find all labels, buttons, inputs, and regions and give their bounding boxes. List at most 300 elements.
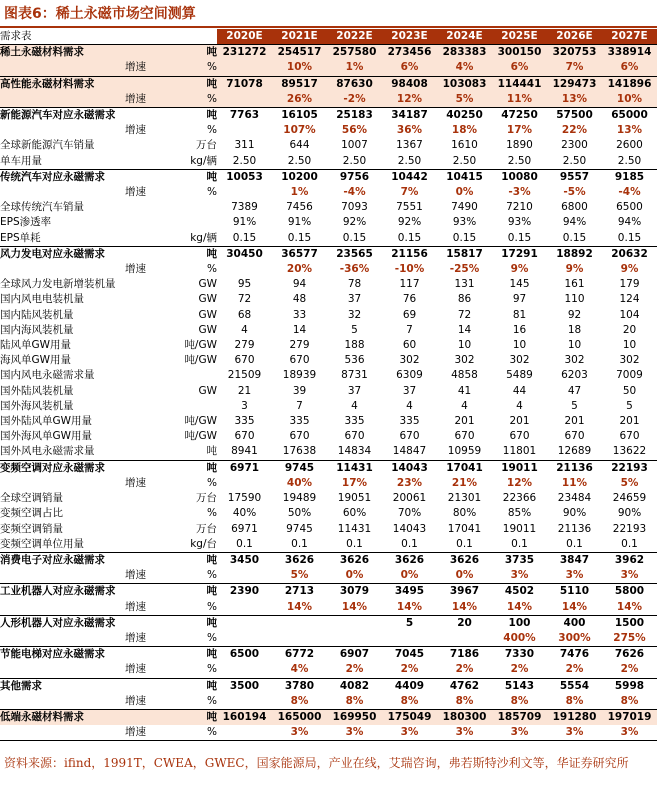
value-cell: 9% — [565, 263, 584, 276]
value-cell: 3500 — [217, 678, 272, 694]
value-cell: 0.1 — [291, 537, 308, 550]
category-row — [0, 460, 657, 476]
row-label: 全球空调销量 — [0, 492, 63, 505]
value-cell: 8% — [290, 694, 309, 707]
value-cell: 4858 — [451, 369, 478, 382]
row-unit: GW — [198, 323, 217, 336]
value-cell: 8% — [345, 694, 364, 707]
value-cell: 201 — [564, 415, 585, 428]
value-cell: 16 — [512, 323, 527, 336]
value-cell: 2% — [400, 663, 419, 676]
value-cell: 40250 — [437, 108, 492, 124]
value-cell: 0.1 — [456, 537, 473, 550]
value-cell: 3% — [510, 569, 529, 582]
value-cell: 197019 — [602, 709, 657, 725]
value-cell: 161 — [564, 278, 585, 291]
value-cell — [217, 662, 272, 678]
value-cell: 279 — [234, 339, 255, 352]
row-unit — [156, 399, 217, 414]
row-label: 消费电子对应永磁需求 — [0, 552, 156, 568]
value-cell: 201 — [619, 415, 640, 428]
value-cell: 9745 — [286, 522, 313, 535]
value-cell: 12689 — [557, 445, 592, 458]
row-label: 变频空调单位用量 — [0, 537, 84, 550]
value-cell: 17590 — [227, 492, 262, 505]
value-cell: 14% — [341, 600, 368, 613]
value-cell: 6800 — [561, 201, 588, 214]
value-cell: 141896 — [602, 76, 657, 92]
value-cell: 335 — [234, 415, 255, 428]
value-cell: 7% — [400, 186, 419, 199]
value-cell — [272, 631, 327, 647]
value-cell: 70% — [397, 507, 422, 520]
value-cell: 2% — [455, 663, 474, 676]
row-unit: % — [156, 92, 217, 108]
category-row — [0, 584, 657, 600]
value-cell: 131 — [454, 278, 475, 291]
row-label: 增速 — [0, 60, 156, 76]
value-cell: 95 — [237, 278, 252, 291]
value-cell: 1007 — [341, 139, 368, 152]
value-cell: 2.50 — [342, 154, 367, 167]
detail-row — [0, 429, 657, 444]
value-cell: 91% — [232, 216, 257, 229]
row-label: 陆风单GW用量 — [0, 339, 72, 352]
value-cell: 9185 — [602, 169, 657, 185]
value-cell: -4% — [343, 186, 366, 199]
row-unit: GW — [198, 384, 217, 397]
detail-row — [0, 138, 657, 153]
value-cell: 0.15 — [397, 231, 422, 244]
detail-row — [0, 200, 657, 215]
value-cell: 94 — [292, 278, 307, 291]
value-cell: 2.50 — [452, 154, 477, 167]
value-cell: 670 — [289, 430, 310, 443]
year-header: 2027E — [602, 29, 657, 45]
value-cell: 0% — [455, 569, 474, 582]
value-cell: 80% — [452, 507, 477, 520]
value-cell: 10 — [457, 339, 472, 352]
value-cell: 5489 — [506, 369, 533, 382]
value-cell: 4 — [461, 399, 468, 412]
row-label: 增速 — [0, 92, 156, 108]
value-cell: 10080 — [492, 169, 547, 185]
detail-row — [0, 537, 657, 553]
row-unit: 吨/GW — [184, 415, 217, 428]
row-unit: 吨 — [206, 445, 217, 458]
value-cell: 2.50 — [232, 154, 257, 167]
value-cell: 20% — [286, 263, 313, 276]
value-cell: 2% — [565, 663, 584, 676]
value-cell: 13% — [547, 92, 602, 108]
value-cell: 129473 — [547, 76, 602, 92]
category-row — [0, 552, 657, 568]
row-unit: 吨 — [156, 647, 217, 663]
value-cell: 670 — [344, 430, 365, 443]
value-cell: 175049 — [382, 709, 437, 725]
row-label: 风力发电对应永磁需求 — [0, 246, 156, 262]
value-cell: 231272 — [217, 45, 272, 61]
value-cell: 14% — [616, 600, 643, 613]
value-cell: 15817 — [437, 246, 492, 262]
value-cell: 103083 — [437, 76, 492, 92]
row-label: 国外海风装机量 — [0, 399, 74, 412]
value-cell: 18892 — [547, 246, 602, 262]
row-label: 海风单GW用量 — [0, 354, 72, 367]
value-cell: 201 — [454, 415, 475, 428]
value-cell — [217, 92, 272, 108]
row-unit: % — [207, 694, 217, 707]
row-label: 节能电梯对应永磁需求 — [0, 647, 156, 663]
value-cell: -3% — [508, 186, 531, 199]
value-cell: 3079 — [327, 584, 382, 600]
row-unit: % — [207, 263, 217, 276]
value-cell: 14 — [292, 323, 307, 336]
value-cell: 19051 — [337, 492, 372, 505]
value-cell: 6772 — [272, 647, 327, 663]
value-cell: 0.1 — [621, 537, 638, 550]
row-label: 国内海风装机量 — [0, 323, 74, 336]
value-cell: 9% — [510, 263, 529, 276]
year-header: 2024E — [437, 29, 492, 45]
value-cell: 34187 — [382, 108, 437, 124]
row-label: 低端永磁材料需求 — [0, 709, 156, 725]
value-cell: 400 — [547, 615, 602, 631]
row-unit: 吨 — [156, 246, 217, 262]
value-cell: 90% — [617, 507, 642, 520]
value-cell: 25183 — [327, 108, 382, 124]
value-cell: 21136 — [557, 522, 592, 535]
row-label: 国内风电永磁需求量 — [0, 369, 95, 382]
value-cell: 5 — [571, 399, 578, 412]
value-cell: 3% — [272, 725, 327, 741]
row-unit: 吨 — [156, 108, 217, 124]
value-cell: 302 — [454, 354, 475, 367]
value-cell: 0.15 — [452, 231, 477, 244]
value-cell: 7186 — [437, 647, 492, 663]
value-cell: 6203 — [561, 369, 588, 382]
row-unit: % — [207, 663, 217, 676]
row-label: 增速 — [125, 600, 146, 613]
detail-row — [0, 353, 657, 368]
row-unit: 吨/GW — [184, 339, 217, 352]
value-cell: 3735 — [492, 552, 547, 568]
value-cell: 94% — [617, 216, 642, 229]
value-cell: 33 — [292, 308, 307, 321]
value-cell: 3626 — [437, 552, 492, 568]
value-cell: 4409 — [382, 678, 437, 694]
row-unit — [156, 368, 217, 383]
value-cell — [217, 123, 272, 138]
row-label: 国内风电电装机量 — [0, 293, 84, 306]
value-cell: 2.50 — [397, 154, 422, 167]
value-cell: 50% — [287, 507, 312, 520]
value-cell: 279 — [289, 339, 310, 352]
value-cell: 21156 — [382, 246, 437, 262]
row-unit: % — [207, 600, 217, 613]
value-cell: 78 — [347, 278, 362, 291]
value-cell: 4502 — [492, 584, 547, 600]
row-label: 增速 — [125, 124, 146, 137]
value-cell: 6971 — [231, 522, 258, 535]
value-cell: 23% — [396, 476, 423, 489]
value-cell: 14043 — [382, 460, 437, 476]
row-label: 增速 — [0, 725, 156, 741]
row-label: 增速 — [125, 186, 146, 199]
value-cell: 670 — [399, 430, 420, 443]
value-cell: 3962 — [602, 552, 657, 568]
value-cell: 8% — [455, 694, 474, 707]
value-cell: 14% — [506, 600, 533, 613]
row-label: EPS渗透率 — [0, 216, 52, 229]
row-label: 国内陆风装机量 — [0, 308, 74, 321]
value-cell: 10053 — [217, 169, 272, 185]
value-cell: 19011 — [502, 522, 537, 535]
value-cell: 18939 — [282, 369, 317, 382]
value-cell: 6309 — [396, 369, 423, 382]
category-row — [0, 615, 657, 631]
value-cell: 4762 — [437, 678, 492, 694]
value-cell: 536 — [344, 354, 365, 367]
value-cell: -10% — [394, 263, 425, 276]
row-label: 传统汽车对应永磁需求 — [0, 169, 156, 185]
value-cell — [327, 615, 382, 631]
row-unit: 吨 — [156, 169, 217, 185]
value-cell: 93% — [507, 216, 532, 229]
title-rule — [0, 26, 657, 28]
value-cell: 0% — [400, 569, 419, 582]
value-cell: 17% — [506, 124, 533, 137]
value-cell: 36% — [396, 124, 423, 137]
growth-row — [0, 568, 657, 584]
value-cell: 335 — [399, 415, 420, 428]
value-cell: 145 — [509, 278, 530, 291]
value-cell: 10 — [567, 339, 582, 352]
row-label: 国外陆风单GW用量 — [0, 415, 93, 428]
category-row — [0, 108, 657, 124]
value-cell: 9745 — [272, 460, 327, 476]
value-cell — [382, 631, 437, 647]
value-cell: 335 — [289, 415, 310, 428]
value-cell: 19011 — [492, 460, 547, 476]
row-unit: 吨/GW — [184, 354, 217, 367]
value-cell: 22193 — [602, 460, 657, 476]
value-cell: 17291 — [492, 246, 547, 262]
growth-row — [0, 725, 657, 741]
value-cell: 3% — [382, 725, 437, 741]
year-header: 2026E — [547, 29, 602, 45]
value-cell: 17638 — [282, 445, 317, 458]
value-cell: 3626 — [272, 552, 327, 568]
value-cell: 100 — [492, 615, 547, 631]
row-unit: GW — [198, 308, 217, 321]
value-cell: 2% — [620, 663, 639, 676]
value-cell: 9% — [620, 263, 639, 276]
category-row — [0, 246, 657, 262]
row-label: 全球新能源汽车销量 — [0, 139, 95, 152]
value-cell: 254517 — [272, 45, 327, 61]
row-label: 全球风力发电新增装机量 — [0, 278, 116, 291]
value-cell: 302 — [619, 354, 640, 367]
value-cell: 1367 — [396, 139, 423, 152]
value-cell: 3% — [565, 569, 584, 582]
value-cell: 8% — [400, 694, 419, 707]
row-label: 工业机器人对应永磁需求 — [0, 584, 156, 600]
detail-row — [0, 414, 657, 429]
growth-row — [0, 694, 657, 710]
value-cell — [217, 631, 272, 647]
value-cell: 300% — [558, 631, 591, 644]
value-cell: 56% — [341, 124, 368, 137]
value-cell: 16105 — [272, 108, 327, 124]
value-cell: 14% — [286, 600, 313, 613]
row-label: 增速 — [125, 694, 146, 707]
value-cell: 2% — [510, 663, 529, 676]
value-cell: 302 — [564, 354, 585, 367]
row-label: 变频空调销量 — [0, 522, 63, 535]
value-cell: -25% — [449, 263, 480, 276]
value-cell: 30450 — [217, 246, 272, 262]
value-cell: 92 — [567, 308, 582, 321]
value-cell: 0.15 — [232, 231, 257, 244]
value-cell — [217, 568, 272, 584]
value-cell: 670 — [234, 354, 255, 367]
value-cell: 91% — [287, 216, 312, 229]
detail-row — [0, 506, 657, 521]
value-cell: 21 — [237, 384, 252, 397]
value-cell: 7093 — [341, 201, 368, 214]
row-label: 增速 — [125, 631, 146, 644]
value-cell: 670 — [234, 430, 255, 443]
row-unit — [156, 215, 217, 230]
value-cell: 57500 — [547, 108, 602, 124]
value-cell: 11431 — [337, 522, 372, 535]
row-unit: 万台 — [196, 139, 217, 152]
value-cell: 3% — [492, 725, 547, 741]
value-cell: 5800 — [602, 584, 657, 600]
value-cell — [217, 185, 272, 200]
source-note: 资料来源：ifind，1991T，CWEA，GWEC，国家能源局，产业在线，艾瑞咨询，弗若斯特沙利文等，华证券研究所 — [4, 756, 629, 770]
row-unit: GW — [198, 293, 217, 306]
value-cell: 89517 — [272, 76, 327, 92]
growth-row — [0, 185, 657, 200]
row-unit: 吨 — [156, 584, 217, 600]
detail-row — [0, 308, 657, 323]
figure-title: 图表6：稀土永磁市场空间测算 — [4, 6, 196, 22]
row-label: EPS单耗 — [0, 231, 41, 244]
value-cell: 10 — [512, 339, 527, 352]
value-cell: 10442 — [382, 169, 437, 185]
value-cell: 98408 — [382, 76, 437, 92]
value-cell: 107% — [283, 124, 316, 137]
value-cell: 1610 — [451, 139, 478, 152]
value-cell: 3% — [602, 725, 657, 741]
value-cell: 0.1 — [346, 537, 363, 550]
value-cell: 8% — [565, 694, 584, 707]
detail-row — [0, 338, 657, 353]
value-cell: 5 — [626, 399, 633, 412]
header-label: 需求表 — [0, 29, 156, 45]
value-cell: 3626 — [327, 552, 382, 568]
value-cell: 2600 — [616, 139, 643, 152]
value-cell: 21% — [451, 476, 478, 489]
value-cell: 4% — [290, 663, 309, 676]
value-cell: 9756 — [327, 169, 382, 185]
row-label: 变频空调占比 — [0, 507, 63, 520]
category-row — [0, 169, 657, 185]
detail-row — [0, 277, 657, 292]
row-label: 国外风电永磁需求量 — [0, 445, 95, 458]
value-cell — [327, 631, 382, 647]
value-cell: 13622 — [612, 445, 647, 458]
growth-row — [0, 662, 657, 678]
year-header: 2022E — [327, 29, 382, 45]
value-cell — [217, 694, 272, 710]
value-cell: 47250 — [492, 108, 547, 124]
detail-row — [0, 444, 657, 460]
value-cell: 44 — [512, 384, 527, 397]
row-unit: % — [156, 725, 217, 741]
value-cell: 2713 — [272, 584, 327, 600]
detail-row — [0, 384, 657, 399]
value-cell: 302 — [399, 354, 420, 367]
value-cell: 0.1 — [511, 537, 528, 550]
value-cell: 273456 — [382, 45, 437, 61]
value-cell: 0% — [455, 186, 474, 199]
row-unit: % — [207, 186, 217, 199]
value-cell: 4 — [241, 323, 248, 336]
value-cell: 4 — [351, 399, 358, 412]
value-cell: 8% — [620, 694, 639, 707]
value-cell: 1500 — [602, 615, 657, 631]
row-label: 国外陆风装机量 — [0, 384, 74, 397]
value-cell — [437, 631, 492, 647]
value-cell: 0.1 — [566, 537, 583, 550]
growth-row — [0, 476, 657, 491]
category-row — [0, 709, 657, 725]
value-cell: 0.15 — [342, 231, 367, 244]
detail-row — [0, 399, 657, 414]
value-cell: 0% — [345, 569, 364, 582]
growth-row — [0, 262, 657, 277]
row-unit: % — [207, 124, 217, 137]
row-unit: 万台 — [196, 522, 217, 535]
value-cell: 5110 — [547, 584, 602, 600]
row-label: 全球传统汽车销量 — [0, 201, 84, 214]
value-cell: 71078 — [217, 76, 272, 92]
value-cell: 2.50 — [287, 154, 312, 167]
value-cell: 6500 — [616, 201, 643, 214]
value-cell: 7% — [547, 60, 602, 76]
value-cell: -5% — [563, 186, 586, 199]
value-cell: 300150 — [492, 45, 547, 61]
value-cell: 60 — [402, 339, 417, 352]
value-cell: 670 — [619, 430, 640, 443]
value-cell: 3% — [327, 725, 382, 741]
value-cell: 18 — [567, 323, 582, 336]
row-unit: 吨/GW — [184, 430, 217, 443]
category-row — [0, 647, 657, 663]
demand-table — [0, 29, 657, 741]
value-cell: 2390 — [217, 584, 272, 600]
row-label: 增速 — [125, 263, 146, 276]
year-header: 2025E — [492, 29, 547, 45]
value-cell: 670 — [509, 430, 530, 443]
value-cell: 670 — [454, 430, 475, 443]
row-unit: 吨 — [156, 615, 217, 631]
value-cell: 5143 — [492, 678, 547, 694]
value-cell: 1% — [290, 186, 309, 199]
